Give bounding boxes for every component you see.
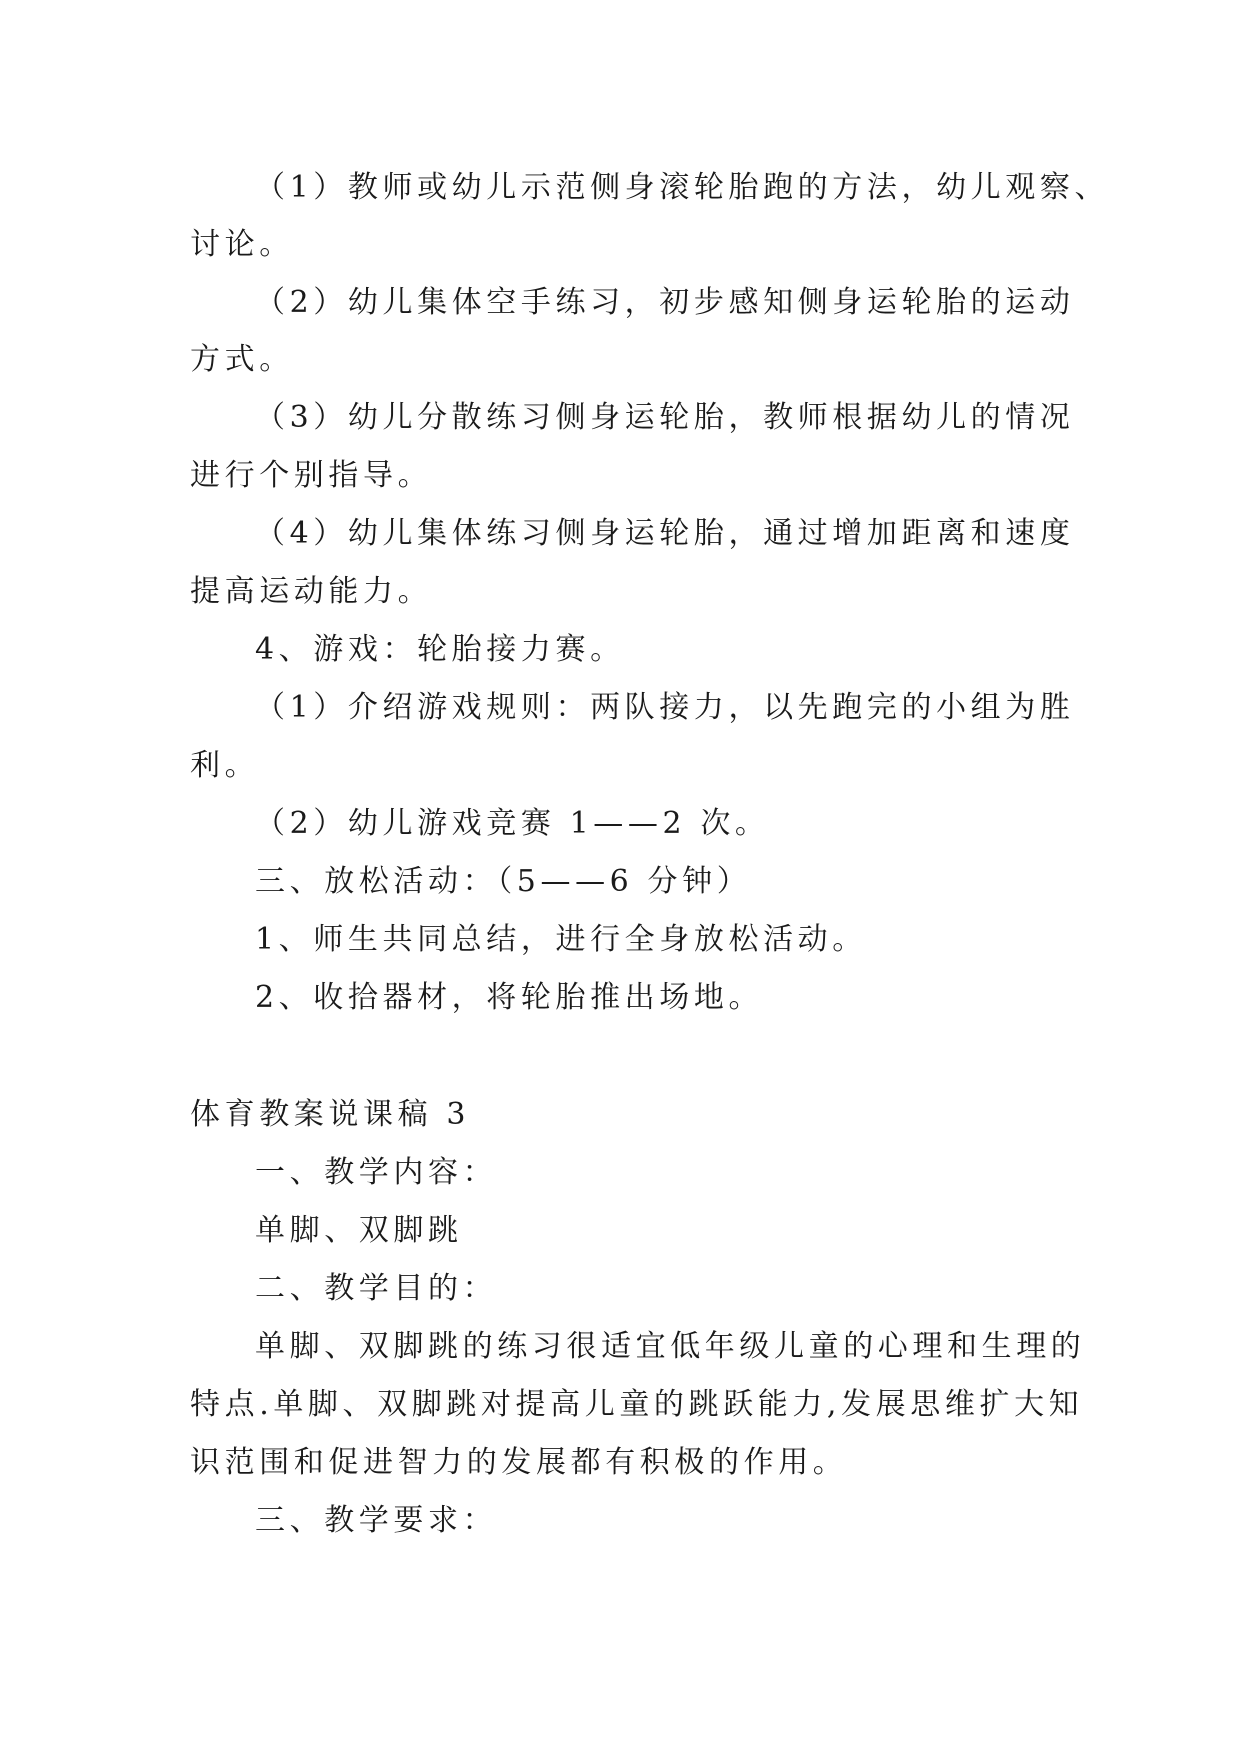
section-heading: 4、游戏：轮胎接力赛。 xyxy=(255,632,625,667)
paragraph-line: （2）幼儿集体空手练习，初步感知侧身运轮胎的运动 xyxy=(255,285,1075,320)
paragraph-line: 讨论。 xyxy=(190,227,294,262)
paragraph-line: 提高运动能力。 xyxy=(190,574,433,609)
paragraph-line: （2）幼儿游戏竞赛 1——2 次。 xyxy=(255,806,770,841)
paragraph-line: （1）教师或幼儿示范侧身滚轮胎跑的方法，幼儿观察、 xyxy=(255,170,1110,205)
paragraph-line: （1）介绍游戏规则：两队接力，以先跑完的小组为胜 xyxy=(255,690,1075,725)
paragraph-line: （4）幼儿集体练习侧身运轮胎，通过增加距离和速度 xyxy=(255,516,1075,551)
section-heading: 三、放松活动：（5——6 分钟） xyxy=(255,864,752,899)
section-heading: 一、教学内容： xyxy=(255,1155,498,1190)
paragraph-line: 方式。 xyxy=(190,342,294,377)
paragraph-line: 1、师生共同总结，进行全身放松活动。 xyxy=(255,922,867,957)
paragraph-line: （3）幼儿分散练习侧身运轮胎，教师根据幼儿的情况 xyxy=(255,400,1075,435)
document-title: 体育教案说课稿 3 xyxy=(190,1097,471,1132)
section-heading: 二、教学目的： xyxy=(255,1271,498,1306)
paragraph-line: 特点.单脚、双脚跳对提高儿童的跳跃能力,发展思维扩大知 xyxy=(190,1387,1084,1422)
paragraph-line: 单脚、双脚跳 xyxy=(255,1213,463,1248)
paragraph-line: 识范围和促进智力的发展都有积极的作用。 xyxy=(190,1445,848,1480)
paragraph-line: 2、收拾器材，将轮胎推出场地。 xyxy=(255,980,764,1015)
paragraph-line: 单脚、双脚跳的练习很适宜低年级儿童的心理和生理的 xyxy=(255,1329,1086,1364)
section-heading: 三、教学要求： xyxy=(255,1503,498,1538)
paragraph-line: 进行个别指导。 xyxy=(190,458,433,493)
paragraph-line: 利。 xyxy=(190,748,260,783)
